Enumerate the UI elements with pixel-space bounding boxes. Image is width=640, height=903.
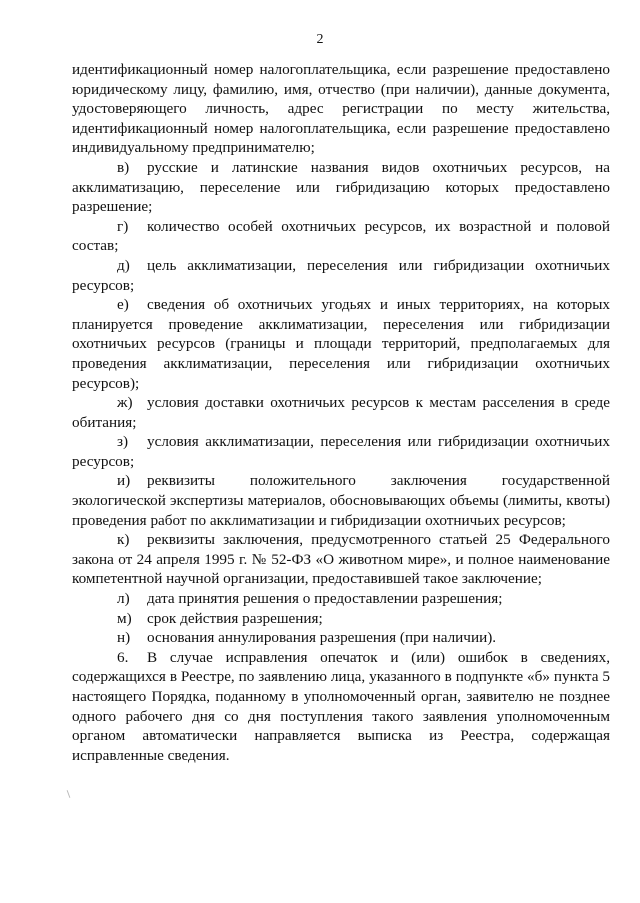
list-item-m (72, 609, 610, 629)
list-item-k (72, 530, 610, 589)
list-item-letter: л) (117, 590, 130, 608)
document-body (72, 60, 610, 765)
list-item-zh (72, 393, 610, 432)
list-item-letter: г) (117, 217, 129, 235)
list-item-text: дата принятия решения о предоставлении разрешения; (147, 590, 503, 608)
list-item-text: русские и латинские названия видов охотничьих ресурсов, на акклиматизацию, переселение или гибридизацию которых предоставлено разрешение; (72, 158, 610, 216)
list-item-n (72, 628, 610, 648)
list-item-letter: з) (117, 433, 129, 451)
lead-paragraph: идентификационный номер налогоплательщика, если разрешение предоставлено юридическому лицу, фамилию, имя, отчество (при наличии), данные документа, удостоверяющего личность, адрес регистрации по месту жительства, идентификационный номер налогоплательщика, если разрешение предоставлено индивидуальному предпринимателю; (72, 61, 610, 157)
list-item-letter: и) (117, 472, 131, 490)
list-item-letter: д) (117, 256, 130, 274)
list-item-text: сведения об охотничьих угодьях и иных территориях, на которых планируется проведение акклиматизации, переселения или гибридизации охотничьих ресурсов (границы и площади территорий, предполагаемых для проведения акклиматизации, переселения или гибридизации охотничьих ресурсов); (72, 296, 610, 392)
list-item-text: реквизиты заключения, предусмотренного статьей 25 Федерального закона от 24 апреля 1995 г. № 52-ФЗ «О животном мире», и полное наименование компетентной научной организации, предоставившей такое заключение; (72, 531, 610, 588)
list-item-letter: в) (117, 158, 130, 176)
list-item-l (72, 589, 610, 609)
scan-speck (67, 790, 71, 798)
list-item-letter: к) (117, 531, 130, 549)
list-item-text: цель акклиматизации, переселения или гибридизации охотничьих ресурсов; (72, 256, 610, 294)
list-item-i (72, 471, 610, 530)
list-item-text: количество особей охотничьих ресурсов, их возрастной и половой состав; (72, 217, 610, 255)
list-item-text: срок действия разрешения; (147, 609, 323, 627)
paragraph-text: В случае исправления опечаток и (или) ошибок в сведениях, содержащихся в Реестре, по заявлению лица, указанного в подпункте «б» пункта 5 настоящего Порядка, поданному в уполномоченный орган, заявителю не позднее одного рабочего дня со дня поступления такого заявления уполномоченным органом автоматически направляется выписка из Реестра, содержащая исправленные сведения. (72, 648, 610, 764)
list-item-v (72, 158, 610, 217)
list-item-z (72, 432, 610, 471)
paragraph-6 (72, 648, 610, 766)
list-item-e (72, 295, 610, 393)
list-item-text: основания аннулирования разрешения (при наличии). (147, 629, 497, 647)
list-item-letter: н) (117, 629, 131, 647)
list-item-g (72, 217, 610, 256)
list-item-letter: е) (117, 296, 129, 314)
list-item-d (72, 256, 610, 295)
list-item-letter: м) (117, 609, 132, 627)
paragraph-number: 6. (117, 648, 129, 666)
list-item-text: условия акклиматизации, переселения или гибридизации охотничьих ресурсов; (72, 433, 610, 470)
list-item-text: реквизиты положительного заключения государственной экологической экспертизы материалов, обосновывающих объемы (лимиты, квоты) проведения работ по акклиматизации и гибридизации охотничьих ресурсов; (72, 472, 610, 529)
list-item-text: условия доставки охотничьих ресурсов к местам расселения в среде обитания; (72, 394, 610, 431)
page-number: 2 (316, 32, 324, 47)
list-item-letter: ж) (117, 394, 133, 412)
